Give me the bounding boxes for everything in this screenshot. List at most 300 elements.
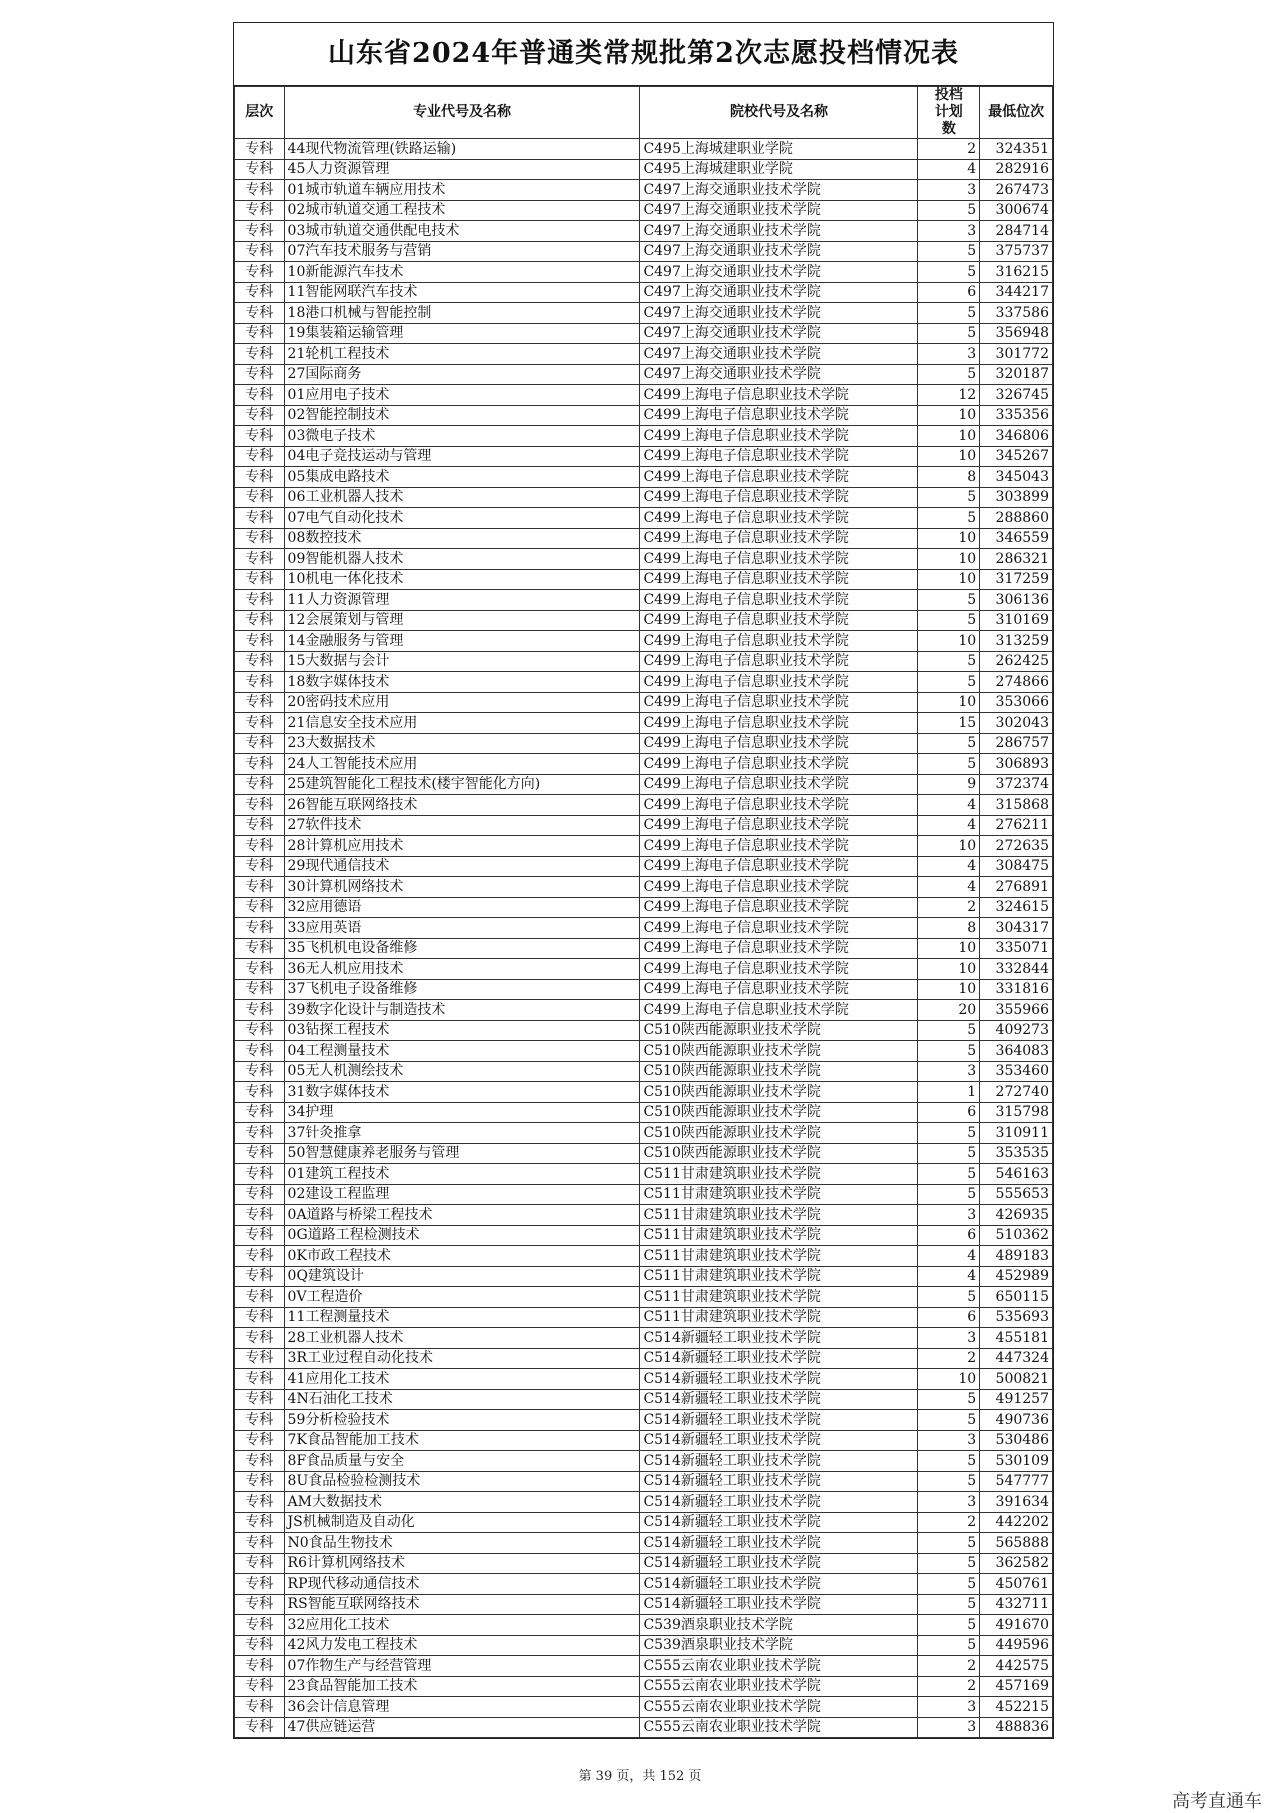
- cell-major: 03钻探工程技术: [284, 1020, 640, 1041]
- table-row: [235, 713, 1053, 734]
- cell-plan: 3: [918, 1717, 980, 1738]
- cell-rank: 489183: [980, 1246, 1053, 1267]
- cell-school: C514新疆轻工职业技术学院: [640, 1533, 918, 1554]
- cell-plan: 6: [918, 1102, 980, 1123]
- cell-major: 18数字媒体技术: [284, 672, 640, 693]
- cell-level: 专科: [235, 1205, 285, 1226]
- cell-major: 01建筑工程技术: [284, 1164, 640, 1185]
- cell-plan: 5: [918, 672, 980, 693]
- cell-rank: 272740: [980, 1082, 1053, 1103]
- cell-major: 08数控技术: [284, 528, 640, 549]
- cell-school: C514新疆轻工职业技术学院: [640, 1451, 918, 1472]
- table-row: [235, 1000, 1053, 1021]
- cell-rank: 546163: [980, 1164, 1053, 1185]
- cell-school: C510陕西能源职业技术学院: [640, 1041, 918, 1062]
- cell-major: 0K市政工程技术: [284, 1246, 640, 1267]
- cell-rank: 510362: [980, 1225, 1053, 1246]
- table-row: [235, 528, 1053, 549]
- cell-school: C499上海电子信息职业技术学院: [640, 733, 918, 754]
- cell-plan: 5: [918, 1553, 980, 1574]
- cell-level: 专科: [235, 487, 285, 508]
- cell-major: 32应用化工技术: [284, 1615, 640, 1636]
- table-row: [235, 651, 1053, 672]
- cell-level: 专科: [235, 815, 285, 836]
- cell-major: 02智能控制技术: [284, 405, 640, 426]
- cell-level: 专科: [235, 836, 285, 857]
- table-row: [235, 467, 1053, 488]
- cell-plan: 5: [918, 323, 980, 344]
- cell-school: C555云南农业职业技术学院: [640, 1717, 918, 1738]
- cell-level: 专科: [235, 1266, 285, 1287]
- cell-level: 专科: [235, 446, 285, 467]
- cell-plan: 6: [918, 1225, 980, 1246]
- cell-major: 07汽车技术服务与营销: [284, 241, 640, 262]
- table-row: [235, 610, 1053, 631]
- cell-school: C499上海电子信息职业技术学院: [640, 487, 918, 508]
- cell-plan: 5: [918, 1594, 980, 1615]
- cell-major: 24人工智能技术应用: [284, 754, 640, 775]
- cell-major: 04电子竞技运动与管理: [284, 446, 640, 467]
- table-row: [235, 569, 1053, 590]
- cell-plan: 5: [918, 733, 980, 754]
- cell-level: 专科: [235, 1697, 285, 1718]
- cell-plan: 5: [918, 241, 980, 262]
- table-row: [235, 918, 1053, 939]
- cell-major: 02建设工程监理: [284, 1184, 640, 1205]
- cell-major: 10新能源汽车技术: [284, 262, 640, 283]
- table-body: [235, 139, 1053, 1738]
- cell-level: 专科: [235, 1676, 285, 1697]
- cell-school: C497上海交通职业技术学院: [640, 303, 918, 324]
- cell-plan: 20: [918, 1000, 980, 1021]
- cell-school: C497上海交通职业技术学院: [640, 200, 918, 221]
- cell-level: 专科: [235, 918, 285, 939]
- cell-level: 专科: [235, 221, 285, 242]
- cell-school: C499上海电子信息职业技术学院: [640, 405, 918, 426]
- cell-plan: 5: [918, 303, 980, 324]
- table-row: [235, 733, 1053, 754]
- cell-plan: 5: [918, 1287, 980, 1308]
- table-row: [235, 1123, 1053, 1144]
- cell-level: 专科: [235, 897, 285, 918]
- cell-rank: 490736: [980, 1410, 1053, 1431]
- table-row: [235, 200, 1053, 221]
- cell-plan: 5: [918, 200, 980, 221]
- table-row: [235, 1471, 1053, 1492]
- cell-plan: 2: [918, 897, 980, 918]
- cell-level: 专科: [235, 1246, 285, 1267]
- cell-major: 01应用电子技术: [284, 385, 640, 406]
- cell-rank: 310911: [980, 1123, 1053, 1144]
- cell-level: 专科: [235, 1553, 285, 1574]
- cell-major: 8U食品检验检测技术: [284, 1471, 640, 1492]
- cell-level: 专科: [235, 856, 285, 877]
- cell-major: 15大数据与会计: [284, 651, 640, 672]
- table-row: [235, 1020, 1053, 1041]
- cell-plan: 10: [918, 528, 980, 549]
- table-row: [235, 1164, 1053, 1185]
- cell-school: C514新疆轻工职业技术学院: [640, 1492, 918, 1513]
- cell-school: C499上海电子信息职业技术学院: [640, 508, 918, 529]
- cell-major: 3R工业过程自动化技术: [284, 1348, 640, 1369]
- cell-school: C499上海电子信息职业技术学院: [640, 672, 918, 693]
- cell-rank: 315798: [980, 1102, 1053, 1123]
- cell-plan: 5: [918, 1635, 980, 1656]
- cell-plan: 5: [918, 1184, 980, 1205]
- cell-level: 专科: [235, 1287, 285, 1308]
- cell-plan: 5: [918, 1041, 980, 1062]
- cell-rank: 344217: [980, 282, 1053, 303]
- cell-level: 专科: [235, 180, 285, 201]
- cell-school: C514新疆轻工职业技术学院: [640, 1594, 918, 1615]
- table-row: [235, 795, 1053, 816]
- cell-level: 专科: [235, 1020, 285, 1041]
- cell-rank: 449596: [980, 1635, 1053, 1656]
- cell-level: 专科: [235, 590, 285, 611]
- cell-school: C511甘肃建筑职业技术学院: [640, 1225, 918, 1246]
- cell-plan: 5: [918, 1451, 980, 1472]
- cell-rank: 308475: [980, 856, 1053, 877]
- watermark: 高考直通车: [1172, 1791, 1262, 1812]
- header-school: 院校代号及名称: [640, 87, 918, 139]
- cell-school: C499上海电子信息职业技术学院: [640, 754, 918, 775]
- table-row: [235, 836, 1053, 857]
- cell-rank: 488836: [980, 1717, 1053, 1738]
- cell-rank: 491670: [980, 1615, 1053, 1636]
- cell-school: C499上海电子信息职业技术学院: [640, 774, 918, 795]
- cell-school: C497上海交通职业技术学院: [640, 221, 918, 242]
- table-row: [235, 897, 1053, 918]
- cell-major: 18港口机械与智能控制: [284, 303, 640, 324]
- admission-table: [234, 86, 1053, 1738]
- cell-level: 专科: [235, 1164, 285, 1185]
- cell-school: C499上海电子信息职业技术学院: [640, 918, 918, 939]
- cell-level: 专科: [235, 1082, 285, 1103]
- cell-major: 02城市轨道交通工程技术: [284, 200, 640, 221]
- cell-major: 39数字化设计与制造技术: [284, 1000, 640, 1021]
- table-row: [235, 1287, 1053, 1308]
- cell-rank: 346806: [980, 426, 1053, 447]
- cell-school: C499上海电子信息职业技术学院: [640, 569, 918, 590]
- cell-plan: 10: [918, 692, 980, 713]
- cell-rank: 288860: [980, 508, 1053, 529]
- cell-rank: 353460: [980, 1061, 1053, 1082]
- cell-school: C511甘肃建筑职业技术学院: [640, 1307, 918, 1328]
- cell-level: 专科: [235, 774, 285, 795]
- cell-rank: 450761: [980, 1574, 1053, 1595]
- cell-major: 42风力发电工程技术: [284, 1635, 640, 1656]
- table-row: [235, 221, 1053, 242]
- table-row: [235, 1656, 1053, 1677]
- cell-plan: 5: [918, 1410, 980, 1431]
- table-row: [235, 364, 1053, 385]
- cell-major: 27国际商务: [284, 364, 640, 385]
- cell-major: 0Q建筑设计: [284, 1266, 640, 1287]
- cell-major: 37飞机电子设备维修: [284, 979, 640, 1000]
- cell-school: C511甘肃建筑职业技术学院: [640, 1287, 918, 1308]
- cell-major: 33应用英语: [284, 918, 640, 939]
- table-row: [235, 262, 1053, 283]
- cell-school: C499上海电子信息职业技术学院: [640, 897, 918, 918]
- cell-level: 专科: [235, 385, 285, 406]
- cell-level: 专科: [235, 1451, 285, 1472]
- table-row: [235, 1102, 1053, 1123]
- cell-rank: 300674: [980, 200, 1053, 221]
- cell-major: 32应用德语: [284, 897, 640, 918]
- cell-school: C514新疆轻工职业技术学院: [640, 1574, 918, 1595]
- cell-major: 03城市轨道交通供配电技术: [284, 221, 640, 242]
- cell-rank: 346559: [980, 528, 1053, 549]
- cell-level: 专科: [235, 1471, 285, 1492]
- cell-plan: 2: [918, 1348, 980, 1369]
- cell-level: 专科: [235, 200, 285, 221]
- cell-school: C514新疆轻工职业技术学院: [640, 1389, 918, 1410]
- cell-rank: 272635: [980, 836, 1053, 857]
- table-row: [235, 1697, 1053, 1718]
- table-row: [235, 692, 1053, 713]
- cell-level: 专科: [235, 1225, 285, 1246]
- cell-school: C499上海电子信息职业技术学院: [640, 856, 918, 877]
- cell-level: 专科: [235, 1717, 285, 1738]
- cell-major: 59分析检验技术: [284, 1410, 640, 1431]
- cell-level: 专科: [235, 1307, 285, 1328]
- table-row: [235, 1553, 1053, 1574]
- cell-rank: 452215: [980, 1697, 1053, 1718]
- cell-school: C511甘肃建筑职业技术学院: [640, 1164, 918, 1185]
- cell-school: C511甘肃建筑职业技术学院: [640, 1266, 918, 1287]
- cell-plan: 2: [918, 1676, 980, 1697]
- cell-school: C499上海电子信息职业技术学院: [640, 610, 918, 631]
- table-row: [235, 877, 1053, 898]
- table-row: [235, 631, 1053, 652]
- cell-plan: 10: [918, 446, 980, 467]
- cell-rank: 565888: [980, 1533, 1053, 1554]
- table-row: [235, 426, 1053, 447]
- cell-level: 专科: [235, 1574, 285, 1595]
- cell-school: C499上海电子信息职业技术学院: [640, 959, 918, 980]
- cell-level: 专科: [235, 344, 285, 365]
- cell-level: 专科: [235, 159, 285, 180]
- cell-plan: 5: [918, 508, 980, 529]
- cell-plan: 8: [918, 467, 980, 488]
- cell-rank: 320187: [980, 364, 1053, 385]
- cell-level: 专科: [235, 1492, 285, 1513]
- cell-plan: 10: [918, 549, 980, 570]
- table-row: [235, 1184, 1053, 1205]
- cell-plan: 3: [918, 180, 980, 201]
- cell-school: C514新疆轻工职业技术学院: [640, 1471, 918, 1492]
- cell-major: RP现代移动通信技术: [284, 1574, 640, 1595]
- cell-level: 专科: [235, 282, 285, 303]
- cell-level: 专科: [235, 713, 285, 734]
- cell-major: 36无人机应用技术: [284, 959, 640, 980]
- cell-school: C555云南农业职业技术学院: [640, 1656, 918, 1677]
- cell-level: 专科: [235, 631, 285, 652]
- cell-level: 专科: [235, 1533, 285, 1554]
- cell-school: C514新疆轻工职业技术学院: [640, 1553, 918, 1574]
- cell-major: 12会展策划与管理: [284, 610, 640, 631]
- cell-plan: 5: [918, 754, 980, 775]
- cell-plan: 6: [918, 1307, 980, 1328]
- table-row: [235, 508, 1053, 529]
- table-row: [235, 385, 1053, 406]
- cell-level: 专科: [235, 1389, 285, 1410]
- cell-rank: 455181: [980, 1328, 1053, 1349]
- cell-plan: 10: [918, 836, 980, 857]
- cell-school: C499上海电子信息职业技术学院: [640, 815, 918, 836]
- cell-level: 专科: [235, 1184, 285, 1205]
- cell-plan: 4: [918, 1266, 980, 1287]
- cell-plan: 4: [918, 856, 980, 877]
- cell-rank: 324615: [980, 897, 1053, 918]
- cell-school: C510陕西能源职业技术学院: [640, 1102, 918, 1123]
- cell-rank: 353535: [980, 1143, 1053, 1164]
- cell-rank: 547777: [980, 1471, 1053, 1492]
- table-row: [235, 1266, 1053, 1287]
- cell-level: 专科: [235, 672, 285, 693]
- cell-plan: 10: [918, 979, 980, 1000]
- cell-plan: 10: [918, 426, 980, 447]
- cell-rank: 409273: [980, 1020, 1053, 1041]
- table-row: [235, 1410, 1053, 1431]
- cell-school: C539酒泉职业技术学院: [640, 1635, 918, 1656]
- cell-major: 23大数据技术: [284, 733, 640, 754]
- cell-major: 07电气自动化技术: [284, 508, 640, 529]
- table-row: [235, 938, 1053, 959]
- cell-level: 专科: [235, 139, 285, 160]
- cell-school: C510陕西能源职业技术学院: [640, 1082, 918, 1103]
- table-row: [235, 754, 1053, 775]
- cell-level: 专科: [235, 508, 285, 529]
- header-rank: 最低位次: [980, 87, 1053, 139]
- table-row: [235, 590, 1053, 611]
- cell-school: C514新疆轻工职业技术学院: [640, 1430, 918, 1451]
- cell-school: C499上海电子信息职业技术学院: [640, 979, 918, 1000]
- cell-school: C511甘肃建筑职业技术学院: [640, 1246, 918, 1267]
- cell-plan: 6: [918, 282, 980, 303]
- cell-major: 29现代通信技术: [284, 856, 640, 877]
- cell-level: 专科: [235, 692, 285, 713]
- cell-school: C514新疆轻工职业技术学院: [640, 1328, 918, 1349]
- cell-level: 专科: [235, 241, 285, 262]
- cell-major: 14金融服务与管理: [284, 631, 640, 652]
- cell-major: 11工程测量技术: [284, 1307, 640, 1328]
- cell-level: 专科: [235, 303, 285, 324]
- cell-school: C514新疆轻工职业技术学院: [640, 1369, 918, 1390]
- cell-rank: 315868: [980, 795, 1053, 816]
- cell-level: 专科: [235, 1000, 285, 1021]
- cell-level: 专科: [235, 979, 285, 1000]
- cell-rank: 355966: [980, 1000, 1053, 1021]
- table-row: [235, 1041, 1053, 1062]
- cell-school: C495上海城建职业学院: [640, 159, 918, 180]
- cell-major: 44现代物流管理(铁路运输): [284, 139, 640, 160]
- cell-rank: 317259: [980, 569, 1053, 590]
- cell-plan: 5: [918, 1123, 980, 1144]
- cell-rank: 500821: [980, 1369, 1053, 1390]
- table-row: [235, 1348, 1053, 1369]
- cell-major: 8F食品质量与安全: [284, 1451, 640, 1472]
- cell-plan: 5: [918, 1574, 980, 1595]
- table-row: [235, 1676, 1053, 1697]
- cell-plan: 5: [918, 1020, 980, 1041]
- cell-major: 28工业机器人技术: [284, 1328, 640, 1349]
- page-footer: 第 39 页，共 152 页: [578, 1769, 702, 1784]
- cell-school: C497上海交通职业技术学院: [640, 282, 918, 303]
- cell-school: C497上海交通职业技术学院: [640, 241, 918, 262]
- cell-major: 25建筑智能化工程技术(楼宇智能化方向): [284, 774, 640, 795]
- cell-rank: 332844: [980, 959, 1053, 980]
- cell-major: 23食品智能加工技术: [284, 1676, 640, 1697]
- cell-rank: 442575: [980, 1656, 1053, 1677]
- cell-major: 0G道路工程检测技术: [284, 1225, 640, 1246]
- table-row: [235, 323, 1053, 344]
- cell-major: 30计算机网络技术: [284, 877, 640, 898]
- cell-rank: 491257: [980, 1389, 1053, 1410]
- cell-level: 专科: [235, 754, 285, 775]
- cell-rank: 262425: [980, 651, 1053, 672]
- cell-rank: 375737: [980, 241, 1053, 262]
- cell-plan: 1: [918, 1082, 980, 1103]
- cell-major: 09智能机器人技术: [284, 549, 640, 570]
- cell-level: 专科: [235, 1369, 285, 1390]
- cell-major: 31数字媒体技术: [284, 1082, 640, 1103]
- cell-rank: 276891: [980, 877, 1053, 898]
- table-row: [235, 815, 1053, 836]
- cell-rank: 306136: [980, 590, 1053, 611]
- page-title: 山东省2024年普通类常规批第2次志愿投档情况表: [234, 23, 1053, 86]
- cell-rank: 530486: [980, 1430, 1053, 1451]
- cell-major: 19集装箱运输管理: [284, 323, 640, 344]
- cell-plan: 4: [918, 1246, 980, 1267]
- cell-plan: 5: [918, 487, 980, 508]
- cell-plan: 5: [918, 610, 980, 631]
- header-major: 专业代号及名称: [284, 87, 640, 139]
- cell-level: 专科: [235, 877, 285, 898]
- table-header-row: [235, 87, 1053, 139]
- table-row: [235, 1389, 1053, 1410]
- cell-level: 专科: [235, 323, 285, 344]
- cell-plan: 3: [918, 221, 980, 242]
- cell-rank: 353066: [980, 692, 1053, 713]
- cell-level: 专科: [235, 938, 285, 959]
- cell-rank: 345267: [980, 446, 1053, 467]
- table-row: [235, 979, 1053, 1000]
- cell-level: 专科: [235, 364, 285, 385]
- cell-school: C499上海电子信息职业技术学院: [640, 385, 918, 406]
- cell-rank: 364083: [980, 1041, 1053, 1062]
- cell-plan: 10: [918, 959, 980, 980]
- cell-level: 专科: [235, 1615, 285, 1636]
- table-row: [235, 446, 1053, 467]
- cell-school: C499上海电子信息职业技术学院: [640, 938, 918, 959]
- cell-rank: 335071: [980, 938, 1053, 959]
- cell-rank: 276211: [980, 815, 1053, 836]
- cell-school: C497上海交通职业技术学院: [640, 323, 918, 344]
- cell-rank: 335356: [980, 405, 1053, 426]
- cell-rank: 326745: [980, 385, 1053, 406]
- table-row: [235, 487, 1053, 508]
- cell-school: C499上海电子信息职业技术学院: [640, 467, 918, 488]
- table-row: [235, 1451, 1053, 1472]
- cell-plan: 5: [918, 1533, 980, 1554]
- cell-rank: 331816: [980, 979, 1053, 1000]
- cell-rank: 442202: [980, 1512, 1053, 1533]
- cell-plan: 8: [918, 918, 980, 939]
- cell-rank: 316215: [980, 262, 1053, 283]
- cell-plan: 2: [918, 1656, 980, 1677]
- cell-school: C555云南农业职业技术学院: [640, 1676, 918, 1697]
